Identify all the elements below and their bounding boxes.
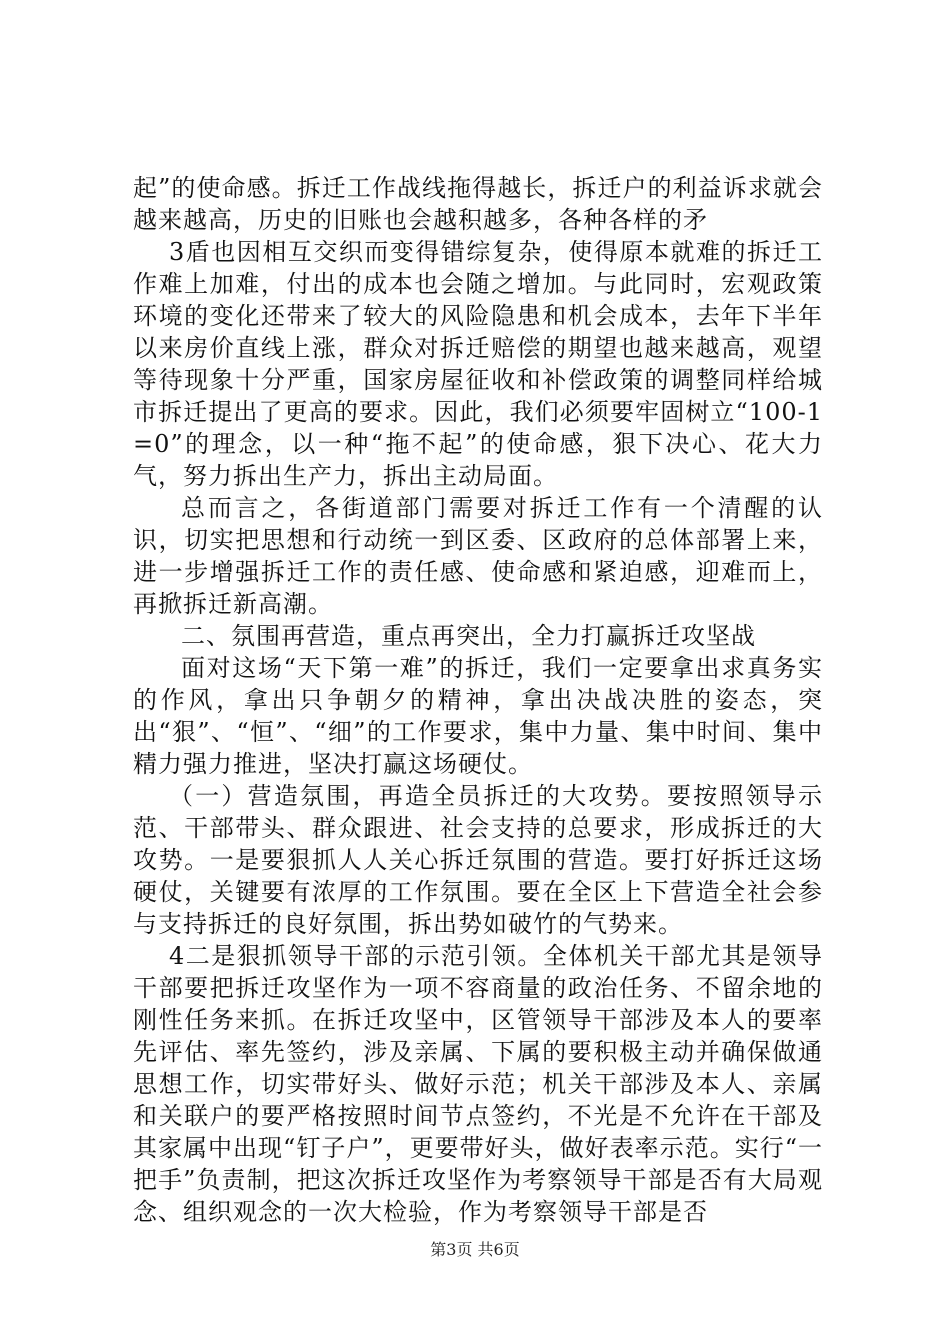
- paragraph-leadership-example: 4二是狠抓领导干部的示范引领。全体机关干部尤其是领导干部要把拆迁攻坚作为一项不容商量的政治任务、不留余地的刚性任务来抓。在拆迁攻坚中，区管领导干部涉及本人的要率先评估、率先签约，涉及亲属、下属的要积极主动并确保做通思想工作，切实带好头、做好示范；机关干部涉及本人、亲属和关联户的要严格按照时间节点签约，不光是不允许在干部及其家属中出现“钉子户”，更要带好头，做好表率示范。实行“一把手”负责制，把这次拆迁攻坚作为考察领导干部是否有大局观念、组织观念的一次大检验，作为考察领导干部是否: [133, 942, 823, 1226]
- section-heading-2: 二、氛围再营造，重点再突出，全力打赢拆迁攻坚战: [181, 622, 756, 650]
- paragraph-face-challenge: 面对这场“天下第一难”的拆迁，我们一定要拿出求真务实的作风，拿出只争朝夕的精神，拿出决战决胜的姿态，突出“狠”、“恒”、“细”的工作要求，集中力量、集中时间、集中精力强力推进，坚决打赢这场硬仗。: [133, 654, 823, 778]
- document-body: [133, 172, 823, 1228]
- paragraph-policy-environment: 3盾也因相互交织而变得错综复杂，使得原本就难的拆迁工作难上加难，付出的成本也会随之增加。与此同时，宏观政策环境的变化还带来了较大的风险隐患和机会成本，去年下半年以来房价直线上涨，群众对拆迁赔偿的期望也越来越高，观望等待现象十分严重，国家房屋征收和补偿政策的调整同样给城市拆迁提出了更高的要求。因此，我们必须要牢固树立“100-1=0”的理念，以一种“拖不起”的使命感，狠下决心、花大力气，努力拆出生产力，拆出主动局面。: [133, 238, 823, 490]
- page-number-footer: 第3页 共6页: [430, 1240, 520, 1259]
- paragraph-summary: 总而言之，各街道部门需要对拆迁工作有一个清醒的认识，切实把思想和行动统一到区委、区政府的总体部署上来，进一步增强拆迁工作的责任感、使命感和紧迫感，迎难而上，再掀拆迁新高潮。: [133, 494, 823, 618]
- paragraph-subsection-1: （一）营造氛围，再造全员拆迁的大攻势。要按照领导示范、干部带头、群众跟进、社会支持的总要求，形成拆迁的大攻势。一是要狠抓人人关心拆迁氛围的营造。要打好拆迁这场硬仗，关键要有浓厚的工作氛围。要在全区上下营造全社会参与支持拆迁的良好氛围，拆出势如破竹的气势来。: [133, 782, 823, 938]
- paragraph-continued: 起”的使命感。拆迁工作战线拖得越长，拆迁户的利益诉求就会越来越高，历史的旧账也会越积越多，各种各样的矛: [133, 174, 823, 234]
